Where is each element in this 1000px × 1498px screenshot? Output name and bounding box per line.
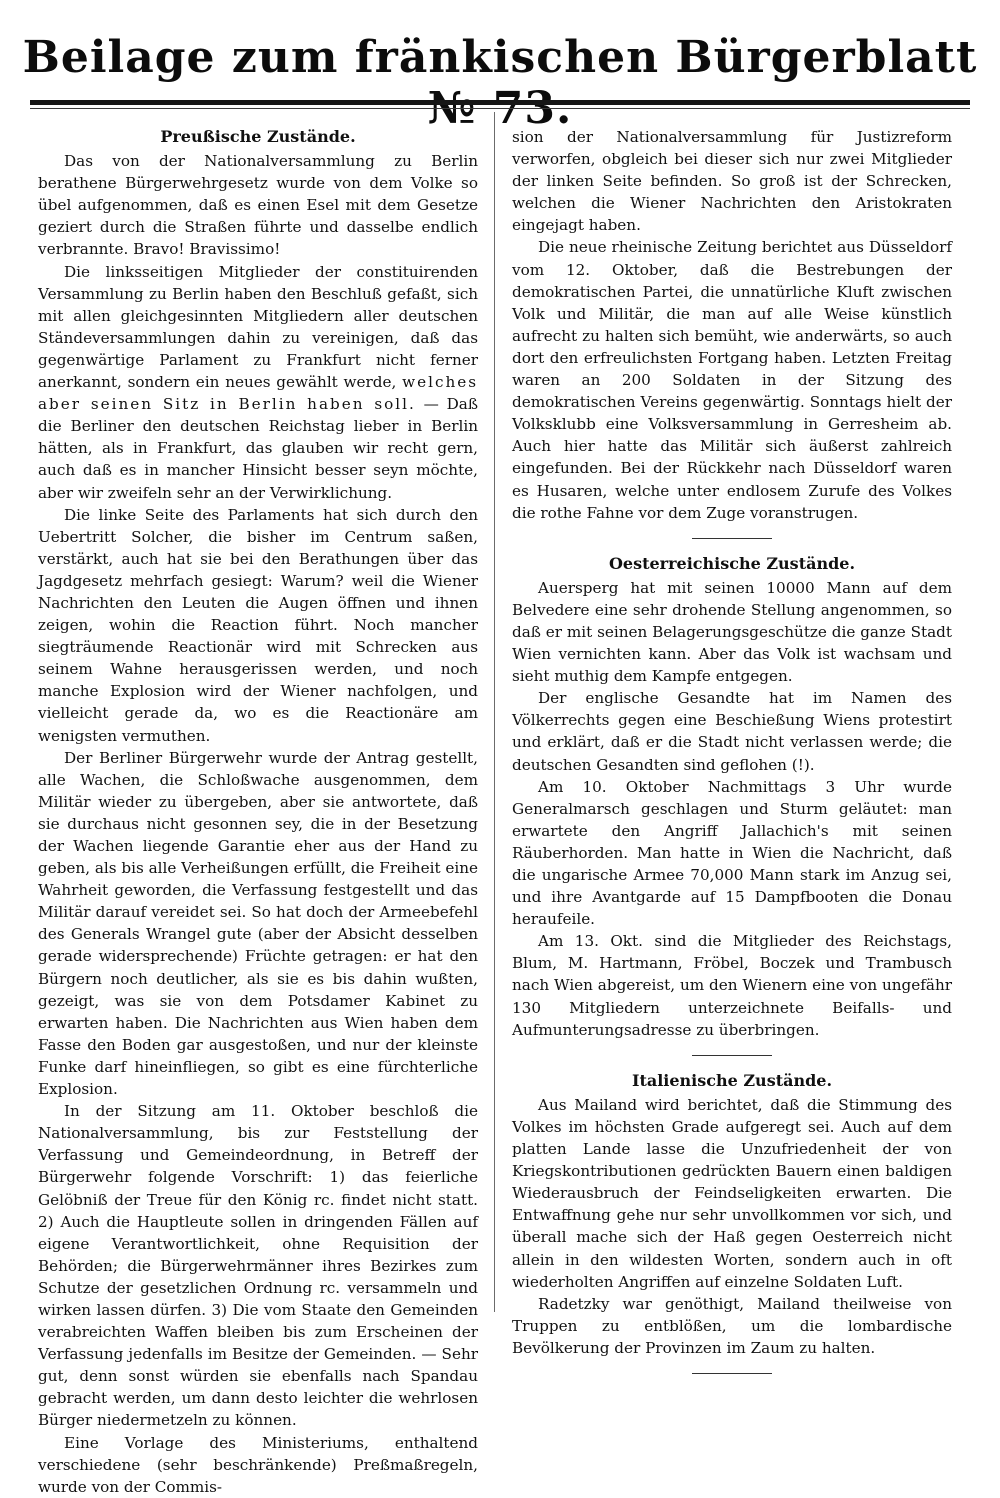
paragraph: Am 10. Oktober Nachmittags 3 Uhr wurde Generalmarsch geschlagen und Sturm geläutet: man erwartete den Angriff Jallachich's mit seinen Räuberhorden. Man hatte in Wien die Nachricht, daß die ungarische Armee 70,000 Mann stark im Anzug sei, und ihre Avantgarde auf 15 Dampfbooten die Donau heraufeile. (512, 777, 952, 929)
end-separator (692, 1373, 772, 1374)
paragraph: Der englische Gesandte hat im Namen des Völkerrechts gegen eine Beschießung Wiens protestirt und erklärt, daß er die Stadt nicht verlassen werde; die deutschen Gesandten sind geflohen (!). (512, 689, 952, 774)
masthead-rule-thick (30, 100, 970, 105)
section-heading-austria: Oesterreichische Zustände. (608, 553, 856, 573)
paragraph: Die neue rheinische Zeitung berichtet aus Düsseldorf vom 12. Oktober, daß die Bestrebungen der demokratischen Partei, die unnatürliche Kluft zwischen Volk und Militär, die man auf alle Weise künstlich aufrecht zu halten sich bemüht, wie anderwärts, so auch dort den erfreulichsten Fortgang haben. Letzten Freitag waren an 200 Soldaten in der Sitzung des demokratischen Vereins gegenwärtig. Sonntags hielt der Volksklubb eine Volksversammlung in Gerresheim ab. Auch hier hatte das Militär sich äußerst zahlreich eingefunden. Bei der Rückkehr nach Düsseldorf waren es Husaren, welche unter endlosem Zurufe des Volkes die rothe Fahne vor dem Zuge voranstrugen. (512, 238, 952, 522)
paragraph: Das von der Nationalversammlung zu Berlin berathene Bürgerwehrgesetz wurde von dem Volke so übel aufgenommen, daß es einen Esel mit dem Gesetze geziert durch die Straßen führte und dasselbe endlich verbrannte. Bravo! Bravissimo! (38, 152, 478, 259)
paragraph: Die linke Seite des Parlaments hat sich durch den Uebertritt Solcher, die bisher im Centrum saßen, verstärkt, auch hat sie bei den Berathungen über das Jagdgesetz mehrfach gesiegt: Warum? weil die Wiener Nachrichten den Leuten die Augen öffnen und ihnen zeigen, wohin die Reaction führt. Noch mancher siegträumende Reactionär wird mit Schrecken aus seinem Wahne herausgerissen werden, und noch manche Explosion wird der Wiener nachfolgen, und vielleicht gerade da, wo es die Reactionäre am wenigsten vermuthen. (38, 505, 478, 745)
paragraph: Am 13. Okt. sind die Mitglieder des Reichstags, Blum, M. Hartmann, Fröbel, Boczek und Trambusch nach Wien abgereist, um den Wienern eine von ungefähr 130 Mitgliedern unterzeichnete Beifalls- und Aufmunterungsadresse zu überbringen. (512, 932, 952, 1039)
paragraph: Der Berliner Bürgerwehr wurde der Antrag gestellt, alle Wachen, die Schloßwache ausgenommen, dem Militär wieder zu übergeben, aber sie antwortete, daß sie durchaus nicht gesonnen sey, die in der Besetzung der Wachen liegende Garantie eher aus der Hand zu geben, als bis alle Verheißungen erfüllt, die Freiheit eine Wahrheit geworden, die Verfassung festgestellt und das Militär darauf vereidet sei. So hat doch der Armeebefehl des Generals Wrangel gute (aber der Absicht desselben gerade widersprechende) Früchte getragen: er hat den Bürgern noch deutlicher, als sie es bis dahin wußten, gezeigt, was sie von dem Potsdamer Kabinet zu erwarten haben. Die Nachrichten aus Wien haben dem Fasse den Boden gar ausgestoßen, und nur der kleinste Funke darf hineinfliegen, so gibt es eine fürchterliche Explosion. (38, 748, 478, 1099)
paragraph: Auersperg hat mit seinen 10000 Mann auf dem Belvedere eine sehr drohende Stellung angenommen, so daß er mit seinen Belagerungsgeschütze die ganze Stadt Wien vernichten kann. Aber das Volk ist wachsam und sieht muthig dem Kampfe entgegen. (512, 578, 952, 686)
paragraph: Aus Mailand wird berichtet, daß die Stimmung des Volkes im höchsten Grade aufgeregt sei. Auch auf dem platten Lande lasse die Unzufriedenheit der von Kriegskontributionen gedrückten Bauern einen baldigen Wiederausbruch der Feindseligkeiten erwarten. Die Entwaffnung gehe nur sehr unvollkommen vor sich, und überall mache sich der Haß gegen Oesterreich nicht allein in den wildesten Worten, sondern auch in oft wiederholten Angriffen auf einzelne Soldaten Luft. (512, 1095, 952, 1291)
left-column (38, 122, 478, 1498)
right-column (512, 126, 952, 1388)
paragraph (38, 261, 478, 504)
section-heading-italy: Italienische Zustände. (631, 1070, 833, 1090)
section-separator (692, 1055, 772, 1056)
paragraph: In der Sitzung am 11. Oktober beschloß die Nationalversammlung, bis zur Feststellung der Verfassung und Gemeindeordnung, in Betreff der Bürgerwehr folgende Vorschrift: 1) das feierliche Gelöbniß der Treue für den König rc. findet nicht statt. 2) Auch die Hauptleute sollen in dringenden Fällen auf eigene Verantwortlichkeit, ohne Requisition der Behörden; die Bürgerwehrmänner ihres Bezirkes zum Schutze der gesetzlichen Ordnung rc. versammeln und wirken lassen dürfen. 3) Die vom Staate den Gemeinden verabreichten Waffen bleiben bis zum Erscheinen der Verfassung jedenfalls im Besitze der Gemeinden. — Sehr gut, denn sonst würden sie ebenfalls nach Spandau gebracht werden, um dann desto leichter die wehrlosen Bürger niedermetzeln zu können. (38, 1102, 478, 1430)
section-heading-prussia: Preußische Zustände. (160, 127, 356, 146)
paragraph: Radetzky war genöthigt, Mailand theilweise von Truppen zu entblößen, um die lombardische Bevölkerung der Provinzen im Zaum zu halten. (512, 1294, 952, 1357)
masthead-rule-thin (30, 108, 970, 109)
column-divider (494, 112, 495, 1312)
paragraph-text: Die linksseitigen Mitglieder der constituirenden Versammlung zu Berlin haben den Beschluß gefaßt, sich mit allen gleichgesinnten Mitgliedern aller deutschen Ständeversammlungen dahin zu vereinigen, daß das gegenwärtige Parlament zu Frankfurt nicht ferner anerkannt, sondern ein neues gewählt werde, (38, 262, 478, 392)
paragraph-text: — Daß die Berliner den deutschen Reichstag lieber in Berlin hätten, als in Frankfurt, das glauben wir recht gern, auch daß es in mancher Hinsicht besser seyn möchte, aber wir zweifeln sehr an der Verwirklichung. (38, 395, 478, 502)
paragraph-emphasis: welches aber seinen Sitz in Berlin haben soll. (38, 373, 479, 414)
paragraph: sion der Nationalversammlung für Justizreform verworfen, obgleich bei dieser sich nur zwei Mitglieder der linken Seite befinden. So groß ist der Schrecken, welchen die Wiener Nachrichten den Aristokraten eingejagt haben. (512, 128, 952, 235)
section-separator (692, 538, 772, 539)
masthead-title: Beilage zum fränkischen Bürgerblatt (22, 32, 978, 83)
paragraph: Eine Vorlage des Ministeriums, enthaltend verschiedene (sehr beschränkende) Preßmaßregeln, wurde von der Commis- (38, 1433, 478, 1496)
